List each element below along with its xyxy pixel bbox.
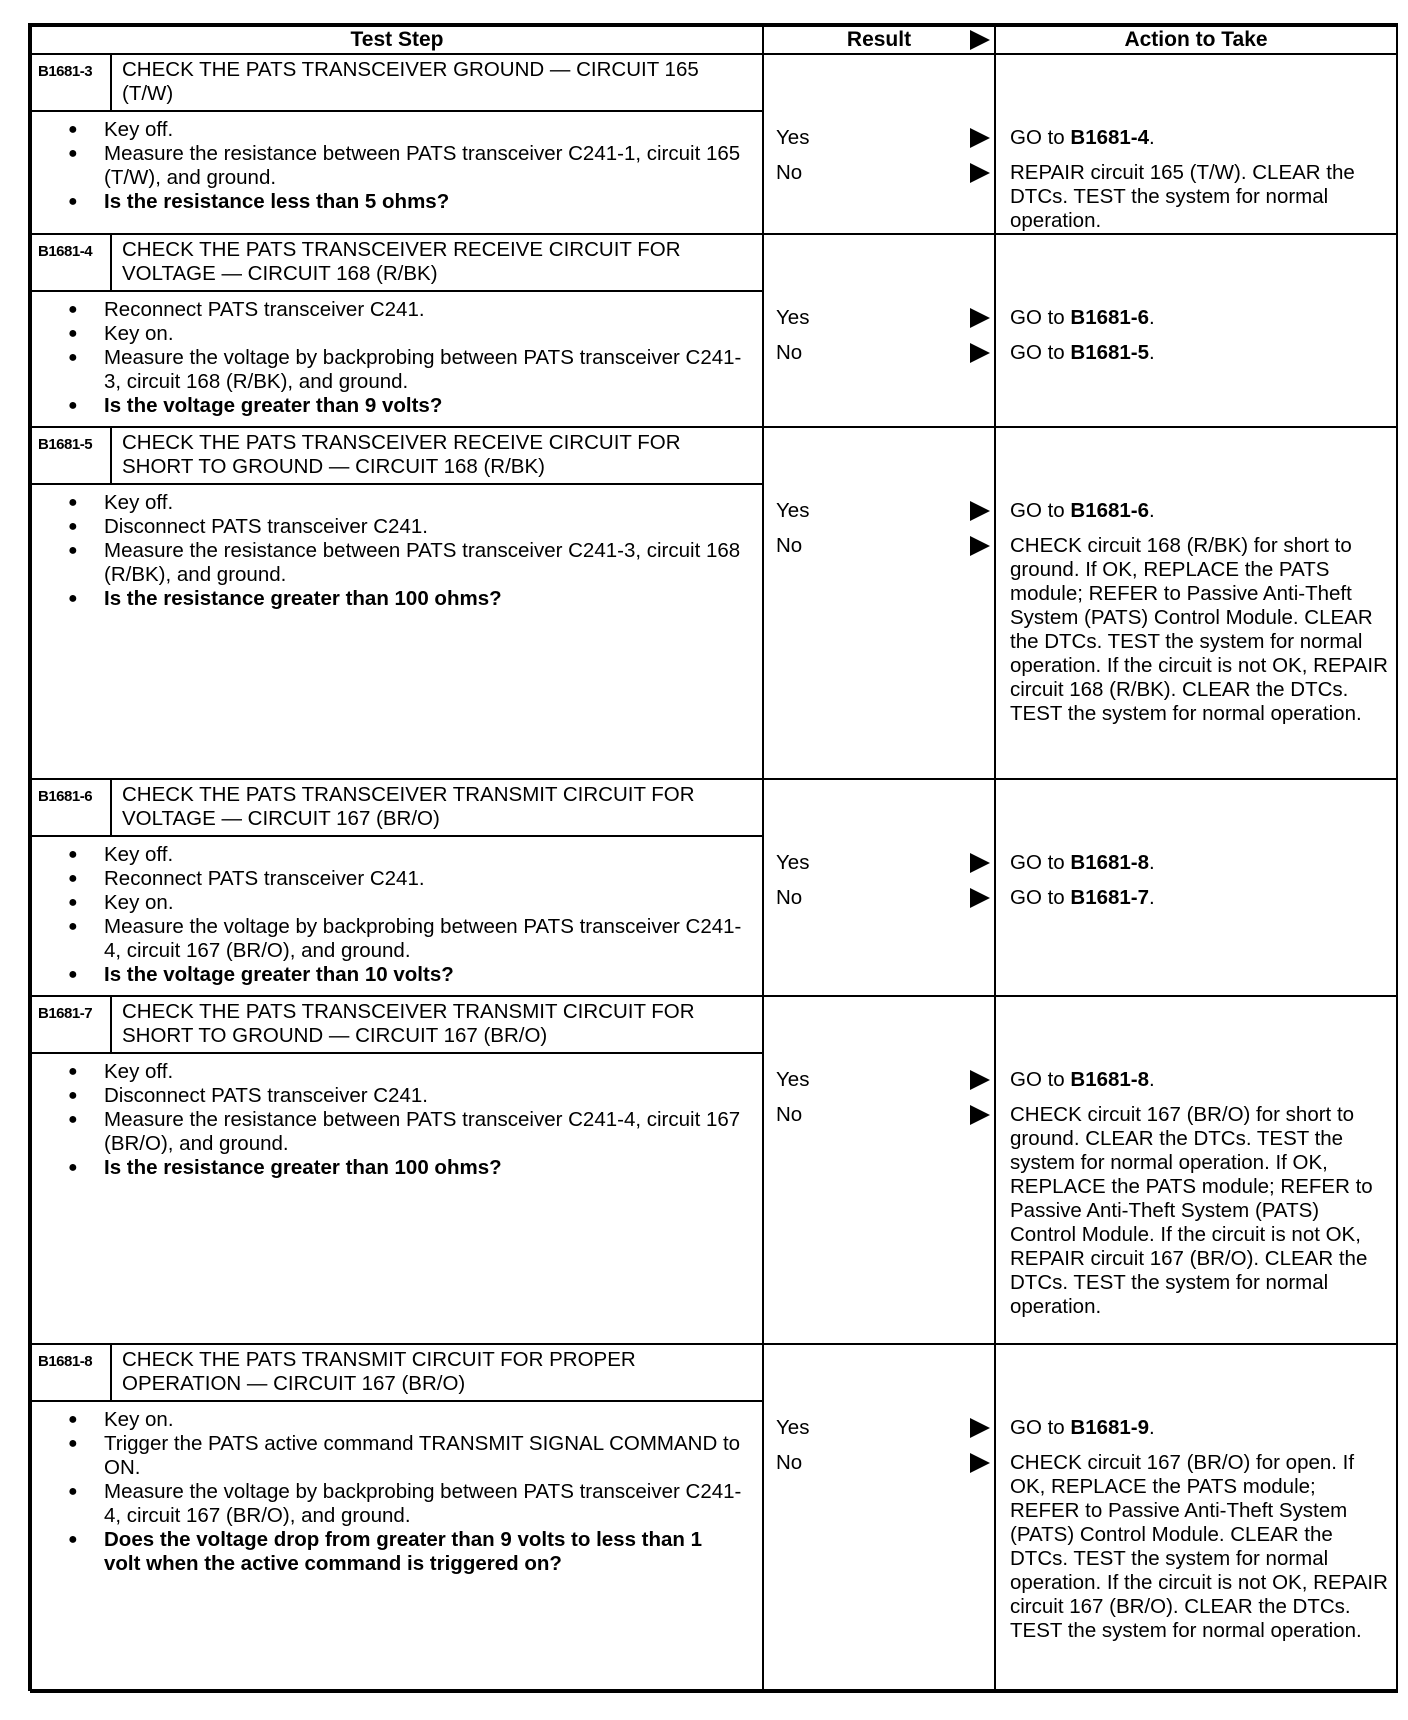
action-yes-target: B1681-8 xyxy=(1070,851,1150,874)
arrow-right-icon xyxy=(970,1418,990,1438)
step-instruction: ● Measure the voltage by backprobing between PATS transceiver C241-4, circuit 167 (BR/O), and ground. xyxy=(68,915,742,963)
result-no-label: No xyxy=(776,1103,803,1126)
step-instruction: ● Key on. xyxy=(68,891,742,915)
action-no-text: GO to xyxy=(1010,886,1071,909)
action-yes xyxy=(1010,499,1390,523)
result-yes-label: Yes xyxy=(776,306,810,329)
action-cell xyxy=(995,234,1397,427)
action-no xyxy=(1010,1103,1390,1319)
result-cell xyxy=(763,427,995,779)
action-yes xyxy=(1010,126,1390,150)
step-instructions xyxy=(32,843,762,993)
test-step-cell xyxy=(31,1344,763,1692)
step-title: CHECK THE PATS TRANSCEIVER TRANSMIT CIRCUIT FOR VOLTAGE — CIRCUIT 167 (BR/O) xyxy=(122,783,695,830)
action-no xyxy=(1010,1451,1390,1643)
result-yes xyxy=(776,851,990,875)
step-instructions xyxy=(32,491,762,617)
action-no-text: CHECK circuit 167 (BR/O) for open. If OK, REPLACE the PATS module; REFER to Passive Anti-Theft System (PATS) Control Module. CLEAR the DTCs. TEST the system for normal operation. If the circuit is not OK, REPAIR circuit 167 (BR/O). CLEAR the DTCs. TEST the system for normal operation. xyxy=(1010,1451,1388,1642)
test-step-row xyxy=(31,1344,1397,1692)
step-instruction: ● Measure the resistance between PATS transceiver C241-3, circuit 168 (R/BK), and ground. xyxy=(68,539,742,587)
arrow-right-icon xyxy=(970,308,990,328)
arrow-right-icon xyxy=(970,853,990,873)
step-instruction: ● Key off. xyxy=(68,843,742,867)
action-yes-target: B1681-9 xyxy=(1070,1416,1150,1439)
result-cell xyxy=(763,234,995,427)
step-instruction: ● Measure the resistance between PATS transceiver C241-4, circuit 167 (BR/O), and ground. xyxy=(68,1108,742,1156)
arrow-right-icon xyxy=(970,128,990,148)
step-instruction: ● Key off. xyxy=(68,1060,742,1084)
test-step-cell xyxy=(31,427,763,779)
action-yes-suffix: . xyxy=(1149,1068,1155,1091)
table-header-row xyxy=(31,26,1397,54)
header-action: Action to Take xyxy=(995,26,1397,54)
action-yes xyxy=(1010,1416,1390,1440)
action-yes-text: GO to xyxy=(1010,851,1071,874)
step-header xyxy=(32,997,762,1054)
action-yes-target: B1681-4 xyxy=(1070,126,1150,149)
step-instruction: ● Key on. xyxy=(68,1408,742,1432)
step-title: CHECK THE PATS TRANSCEIVER GROUND — CIRCUIT 165 (T/W) xyxy=(122,58,699,105)
step-id: B1681-7 xyxy=(32,997,112,1052)
step-instruction: ● Measure the voltage by backprobing between PATS transceiver C241-4, circuit 167 (BR/O), and ground. xyxy=(68,1480,742,1528)
action-yes-text: GO to xyxy=(1010,126,1071,149)
step-instructions xyxy=(32,118,762,220)
arrow-right-icon xyxy=(970,1105,990,1125)
arrow-right-icon xyxy=(970,343,990,363)
table-body xyxy=(31,54,1397,1692)
action-no-text: REPAIR circuit 165 (T/W). CLEAR the DTCs. TEST the system for normal operation. xyxy=(1010,161,1355,232)
result-no-label: No xyxy=(776,886,803,909)
result-yes-label: Yes xyxy=(776,499,810,522)
result-cell xyxy=(763,1344,995,1692)
step-title: CHECK THE PATS TRANSCEIVER RECEIVE CIRCUIT FOR SHORT TO GROUND — CIRCUIT 168 (R/BK) xyxy=(122,431,681,478)
step-question: ● Is the resistance less than 5 ohms? xyxy=(68,190,742,214)
step-instruction: ● Disconnect PATS transceiver C241. xyxy=(68,515,742,539)
step-header xyxy=(32,428,762,485)
action-no-target: B1681-7 xyxy=(1070,886,1150,909)
arrow-right-icon xyxy=(970,536,990,556)
result-yes xyxy=(776,1416,990,1440)
arrow-right-icon xyxy=(970,501,990,521)
action-no xyxy=(1010,161,1390,233)
action-yes-target: B1681-6 xyxy=(1070,499,1150,522)
arrow-right-icon xyxy=(970,30,990,50)
step-id: B1681-8 xyxy=(32,1345,112,1400)
action-yes-target: B1681-8 xyxy=(1070,1068,1150,1091)
result-yes xyxy=(776,306,990,330)
step-header xyxy=(32,235,762,292)
result-no-label: No xyxy=(776,341,803,364)
result-no xyxy=(776,1103,990,1127)
action-cell xyxy=(995,996,1397,1344)
step-title: CHECK THE PATS TRANSMIT CIRCUIT FOR PROPER OPERATION — CIRCUIT 167 (BR/O) xyxy=(122,1348,636,1395)
result-yes xyxy=(776,126,990,150)
step-instructions xyxy=(32,298,762,424)
step-instruction: ● Key on. xyxy=(68,322,742,346)
test-step-cell xyxy=(31,996,763,1344)
step-instructions xyxy=(32,1060,762,1186)
action-yes-text: GO to xyxy=(1010,1416,1071,1439)
result-no xyxy=(776,1451,990,1475)
step-id: B1681-5 xyxy=(32,428,112,483)
action-yes-suffix: . xyxy=(1149,1416,1155,1439)
step-question: ● Is the resistance greater than 100 ohms? xyxy=(68,1156,742,1180)
action-no-suffix: . xyxy=(1149,886,1155,909)
step-header xyxy=(32,1345,762,1402)
test-step-row xyxy=(31,427,1397,779)
result-no xyxy=(776,534,990,558)
action-yes-target: B1681-6 xyxy=(1070,306,1150,329)
result-no xyxy=(776,341,990,365)
step-question: ● Does the voltage drop from greater than 9 volts to less than 1 volt when the active command is triggered on? xyxy=(68,1528,742,1576)
test-step-cell xyxy=(31,54,763,234)
arrow-right-icon xyxy=(970,163,990,183)
step-header xyxy=(32,780,762,837)
action-no-suffix: . xyxy=(1149,341,1155,364)
action-yes-suffix: . xyxy=(1149,499,1155,522)
action-no xyxy=(1010,341,1390,365)
step-question: ● Is the voltage greater than 9 volts? xyxy=(68,394,742,418)
result-yes-label: Yes xyxy=(776,851,810,874)
action-no xyxy=(1010,534,1390,726)
action-no-text: GO to xyxy=(1010,341,1071,364)
result-yes-label: Yes xyxy=(776,126,810,149)
diagnostic-table-sheet xyxy=(28,23,1398,1691)
header-result-label: Result xyxy=(846,28,912,51)
arrow-right-icon xyxy=(970,888,990,908)
step-title: CHECK THE PATS TRANSCEIVER RECEIVE CIRCUIT FOR VOLTAGE — CIRCUIT 168 (R/BK) xyxy=(122,238,681,285)
result-no xyxy=(776,161,990,185)
step-id: B1681-3 xyxy=(32,55,112,110)
result-yes xyxy=(776,1068,990,1092)
step-title: CHECK THE PATS TRANSCEIVER TRANSMIT CIRCUIT FOR SHORT TO GROUND — CIRCUIT 167 (BR/O) xyxy=(122,1000,695,1047)
step-instruction: ● Reconnect PATS transceiver C241. xyxy=(68,298,742,322)
action-yes xyxy=(1010,1068,1390,1092)
header-result xyxy=(763,26,995,54)
action-yes-suffix: . xyxy=(1149,126,1155,149)
result-yes-label: Yes xyxy=(776,1416,810,1439)
test-step-row xyxy=(31,234,1397,427)
step-question: ● Is the voltage greater than 10 volts? xyxy=(68,963,742,987)
step-instructions xyxy=(32,1408,762,1582)
result-no-label: No xyxy=(776,161,803,184)
step-instruction: ● Reconnect PATS transceiver C241. xyxy=(68,867,742,891)
arrow-right-icon xyxy=(970,1453,990,1473)
step-question: ● Is the resistance greater than 100 ohms? xyxy=(68,587,742,611)
result-yes-label: Yes xyxy=(776,1068,810,1091)
action-yes-suffix: . xyxy=(1149,851,1155,874)
diagnostic-table xyxy=(30,25,1398,1693)
action-no-text: CHECK circuit 167 (BR/O) for short to ground. CLEAR the DTCs. TEST the system for normal operation. If OK, REPLACE the PATS module; REFER to Passive Anti-Theft System (PATS) Control Module. If the circuit is not OK, REPAIR circuit 167 (BR/O). CLEAR the DTCs. TEST the system for normal operation. xyxy=(1010,1103,1373,1318)
result-yes xyxy=(776,499,990,523)
test-step-cell xyxy=(31,234,763,427)
step-instruction: ● Key off. xyxy=(68,118,742,142)
action-cell xyxy=(995,54,1397,234)
result-cell xyxy=(763,54,995,234)
step-instruction: ● Trigger the PATS active command TRANSMIT SIGNAL COMMAND to ON. xyxy=(68,1432,742,1480)
step-instruction: ● Measure the voltage by backprobing between PATS transceiver C241-3, circuit 168 (R/BK), and ground. xyxy=(68,346,742,394)
result-no-label: No xyxy=(776,1451,803,1474)
action-no xyxy=(1010,886,1390,910)
test-step-row xyxy=(31,996,1397,1344)
result-cell xyxy=(763,779,995,996)
test-step-row xyxy=(31,54,1397,234)
step-id: B1681-4 xyxy=(32,235,112,290)
result-cell xyxy=(763,996,995,1344)
action-yes-text: GO to xyxy=(1010,1068,1071,1091)
step-header xyxy=(32,55,762,112)
test-step-cell xyxy=(31,779,763,996)
action-yes-suffix: . xyxy=(1149,306,1155,329)
action-yes xyxy=(1010,851,1390,875)
step-instruction: ● Key off. xyxy=(68,491,742,515)
action-no-text: CHECK circuit 168 (R/BK) for short to ground. If OK, REPLACE the PATS module; REFER to Passive Anti-Theft System (PATS) Control Module. CLEAR the DTCs. TEST the system for normal operation. If the circuit is not OK, REPAIR circuit 168 (R/BK). CLEAR the DTCs. TEST the system for normal operation. xyxy=(1010,534,1388,725)
arrow-right-icon xyxy=(970,1070,990,1090)
action-cell xyxy=(995,427,1397,779)
header-test-step: Test Step xyxy=(31,26,763,54)
action-yes-text: GO to xyxy=(1010,499,1071,522)
action-no-target: B1681-5 xyxy=(1070,341,1150,364)
result-no xyxy=(776,886,990,910)
test-step-row xyxy=(31,779,1397,996)
result-no-label: No xyxy=(776,534,803,557)
action-cell xyxy=(995,1344,1397,1692)
action-yes xyxy=(1010,306,1390,330)
step-id: B1681-6 xyxy=(32,780,112,835)
action-yes-text: GO to xyxy=(1010,306,1071,329)
step-instruction: ● Measure the resistance between PATS transceiver C241-1, circuit 165 (T/W), and ground. xyxy=(68,142,742,190)
step-instruction: ● Disconnect PATS transceiver C241. xyxy=(68,1084,742,1108)
action-cell xyxy=(995,779,1397,996)
